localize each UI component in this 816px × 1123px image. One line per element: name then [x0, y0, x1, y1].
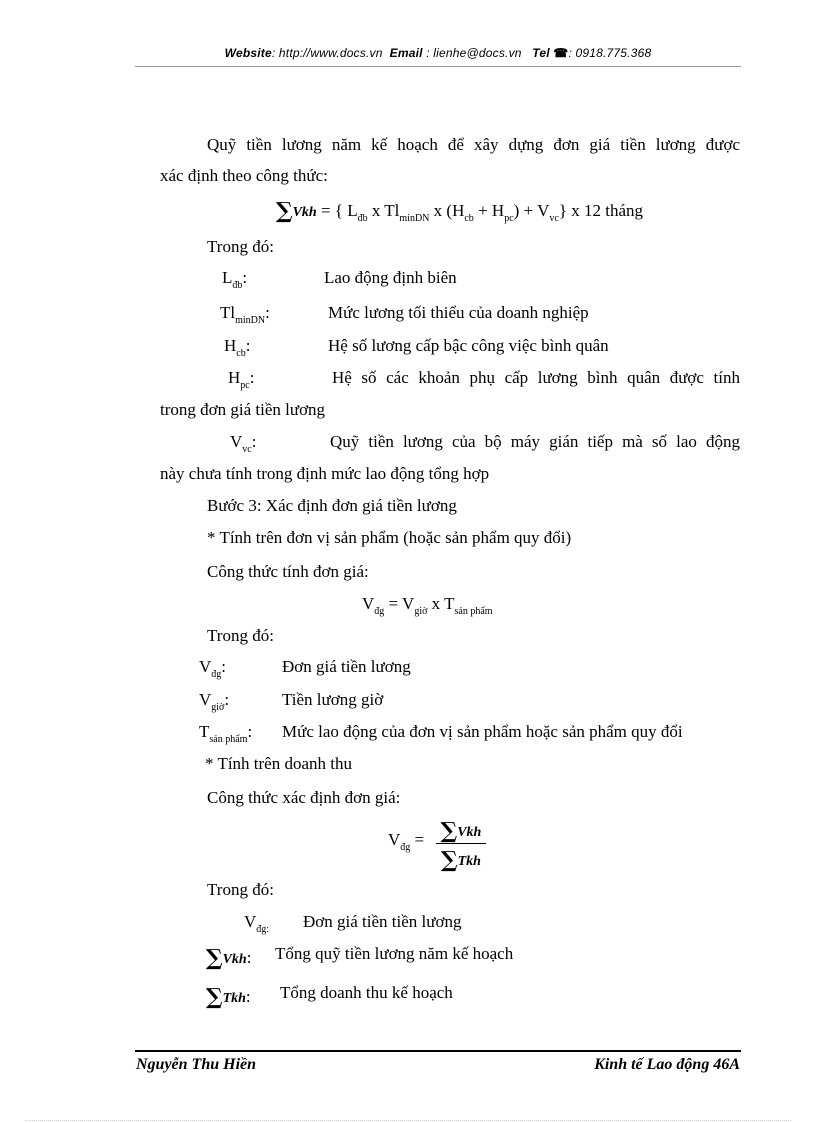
email-value: : lienhe@docs.vn	[422, 46, 522, 60]
def-text: Mức lao động của đơn vị sản phẩm hoặc sản phẩm quy đổi	[282, 722, 683, 741]
def-text: Hệ số lương cấp bậc công việc bình quân	[328, 336, 609, 355]
website-value: : http://www.docs.vn	[271, 46, 383, 60]
formula-part: } x 12 tháng	[558, 201, 643, 220]
def-symbol: $L_{đb}$:	[222, 268, 248, 291]
tel-label: Tel	[532, 46, 550, 60]
website-label: Website	[224, 46, 272, 60]
def-text: Tiền lương giờ	[282, 690, 384, 709]
formula-part: x (H	[429, 201, 465, 220]
def-text: Tổng quỹ tiền lương năm kế hoạch	[275, 944, 514, 963]
def-text-cont: này chưa tính trong định mức lao động tổng hợp	[160, 464, 490, 483]
p1-line2: xác định theo công thức:	[160, 166, 328, 185]
formula-part: + H	[473, 201, 505, 220]
def-symbol: ∑Tkh:	[206, 984, 251, 1010]
formula-part: ) + V	[513, 201, 550, 220]
footer-class: Kinh tế Lao động 46A	[594, 1056, 740, 1073]
def-text: Đơn giá tiền tiền lương	[303, 912, 462, 931]
def-symbol: $V_{đg:}$	[244, 912, 270, 935]
fraction-numerator: ∑Vkh	[440, 818, 482, 844]
sigma-symbol: ∑	[276, 198, 293, 224]
formula-revenue-lhs: $V_{đg}$ =	[388, 830, 425, 853]
step-3-heading: Bước 3: Xác định đơn giá tiền lương	[207, 496, 457, 515]
formula-intro-1: Công thức tính đơn giá:	[207, 562, 369, 581]
def-symbol: $V_{đg}$:	[199, 657, 227, 680]
fraction-denominator: ∑Tkh	[441, 847, 481, 873]
formula-sub: vc	[549, 213, 559, 224]
trong-do-3: Trong đó:	[207, 880, 274, 899]
formula-sub: cb	[464, 213, 474, 224]
phone-icon: ☎	[553, 46, 569, 60]
def-text: Tổng doanh thu kế hoạch	[280, 983, 453, 1002]
formula-sub: minDN	[399, 213, 430, 224]
def-symbol: $H_{cb}$:	[224, 336, 251, 359]
page-edge	[25, 1120, 791, 1121]
def-text: Hệ số các khoản phụ cấp lương bình quân được tính	[332, 368, 740, 387]
def-symbol: ∑Vkh:	[206, 945, 252, 971]
per-revenue-heading: * Tính trên doanh thu	[205, 754, 352, 773]
formula-part: = { L	[316, 201, 358, 220]
page-header	[135, 46, 741, 60]
def-text: Đơn giá tiền lương	[282, 657, 411, 676]
trong-do-2: Trong đó:	[207, 626, 274, 645]
def-symbol: $V_{vc}$:	[230, 432, 257, 455]
trong-do-1: Trong đó:	[207, 237, 274, 256]
def-symbol: $H_{pc}$:	[228, 368, 255, 391]
header-rule	[135, 66, 741, 67]
def-text: Quỹ tiền lương của bộ máy gián tiếp mà số lao động	[330, 432, 740, 451]
footer-rule	[135, 1050, 741, 1052]
per-product-heading: * Tính trên đơn vị sản phẩm (hoặc sản phẩm quy đổi)	[207, 528, 572, 547]
formula-part: x Tl	[367, 201, 400, 220]
formula-vkh: Vkh	[292, 205, 317, 220]
def-symbol: $T_{sản phẩm}$:	[199, 722, 253, 745]
footer-author: Nguyễn Thu Hiền	[136, 1056, 257, 1073]
formula-sub: pc	[504, 213, 514, 224]
formula-total-wage	[276, 199, 643, 224]
formula-unit-price-product: $V_{đg} = V_{giờ}$ x $T_{sản phẩm}$	[362, 594, 493, 617]
formula-intro-2: Công thức xác định đơn giá:	[207, 788, 401, 807]
p1-line1: Quỹ tiền lương năm kế hoạch để xây dựng đơn giá tiền lương được	[207, 135, 740, 154]
formula-sub: đb	[357, 213, 368, 224]
tel-value: : 0918.775.368	[568, 46, 652, 60]
email-label: Email	[389, 46, 423, 60]
formula-revenue-fraction	[436, 816, 486, 871]
def-text: Mức lương tối thiểu của doanh nghiệp	[328, 303, 589, 322]
def-symbol: $V_{giờ}$:	[199, 690, 230, 713]
def-text: Lao động định biên	[324, 268, 457, 287]
def-text-cont: trong đơn giá tiền lương	[160, 400, 326, 419]
def-symbol: $Tl_{minDN}$:	[220, 303, 270, 326]
